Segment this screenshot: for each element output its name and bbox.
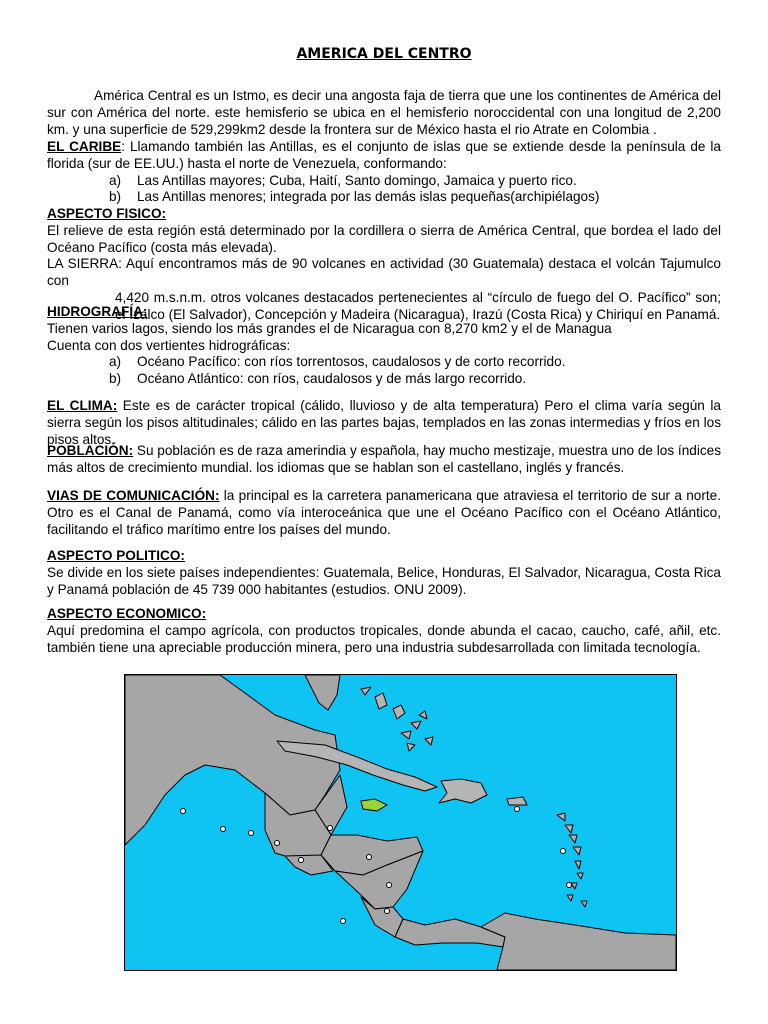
list-text: Las Antillas mayores; Cuba, Haití, Santo domingo, Jamaica y puerto rico.	[137, 172, 577, 188]
capital-marker	[515, 807, 520, 812]
bahamas-islands	[361, 687, 433, 751]
caribe-section	[47, 139, 721, 206]
intro-text: América Central es un Istmo, es decir una angosta faja de tierra que une los continentes de América del sur con América del norte. este hemisferio se ubica en el hemisferio noroccidental con una longitud de 2,200 km. y una superficie de 529,299km2 desde la frontera sur de México hasta el rio Atrate en Colombia .	[47, 88, 721, 137]
intro-paragraph	[47, 88, 721, 138]
lesser-antilles-islands	[557, 813, 587, 907]
capital-marker	[367, 855, 372, 860]
economico-text: Aquí predomina el campo agrícola, con productos tropicales, donde abunda el cacao, caucho, café, añil, etc. también tiene una apreciable producción minera, pero una industria subdesarrollada con limitada tecnología.	[47, 622, 721, 655]
hidro-section	[47, 304, 721, 388]
hidro-line1: Tienen varios lagos, siendo los más grandes el de Nicaragua con 8,270 km2 y el de Managua	[47, 320, 612, 336]
page-title: AMERICA DEL CENTRO	[296, 46, 472, 62]
sierra-rest: 4,420 m.s.n.m. otros volcanes destacados pertenecientes al “círculo de fuego del O. Pacífico” son; el Izalco (El Salvador), Concepción y Madeira (Nicaragua), Irazú (Costa Rica) y Chiriquí en Panamá.	[115, 289, 721, 322]
caribe-text: : Llamando también las Antillas, es el conjunto de islas que se extiende desde la península de la florida (sur de EE.UU.) hasta el norte de Venezuela, conformando:	[47, 139, 721, 171]
clima-section	[47, 398, 721, 448]
politico-section	[47, 548, 721, 598]
fisico-text: El relieve de esta región está determinado por la cordillera o sierra de América Central, que bordea el lado del Océano Pacífico (costa más elevada).	[47, 222, 721, 255]
capital-marker	[181, 809, 186, 814]
poblacion-section	[47, 443, 721, 477]
list-text: Las Antillas menores; integrada por las demás islas pequeñas(archipiélagos)	[137, 189, 600, 205]
economico-section	[47, 606, 721, 656]
list-item	[47, 354, 721, 371]
puerto-rico-island	[507, 797, 527, 805]
capital-marker	[561, 849, 566, 854]
capital-marker	[328, 826, 333, 831]
clima-heading: EL CLIMA:	[47, 398, 118, 413]
caribe-heading: EL CARIBE	[47, 139, 122, 154]
sierra-first-line: LA SIERRA: Aquí encontramos más de 90 volcanes en actividad (30 Guatemala) destaca el volcán Tajumulco con	[47, 256, 721, 289]
list-item	[47, 371, 721, 388]
fisico-heading: ASPECTO FISICO:	[47, 206, 167, 221]
hidro-heading: HIDROGRAFÍA:	[47, 304, 148, 319]
capital-marker	[275, 841, 280, 846]
capital-marker	[387, 883, 392, 888]
list-marker: b)	[109, 371, 122, 387]
list-item	[47, 173, 721, 190]
central-america-map	[124, 674, 677, 971]
economico-heading: ASPECTO ECONOMICO:	[47, 606, 207, 621]
list-marker: b)	[109, 189, 122, 205]
list-item	[47, 189, 721, 206]
poblacion-heading: POBLACIÓN:	[47, 443, 134, 458]
list-marker: a)	[109, 172, 122, 188]
hispaniola-island	[439, 779, 487, 803]
capital-marker	[385, 909, 390, 914]
vias-text: la principal es la carretera panamericana que atraviesa el territorio de sur a norte. Otro es el Canal de Panamá, como vía interoceánica que une el Océano Pacífico con el Océano Atlántico, facilitando el tráfico marítimo entre los países del mundo.	[47, 488, 721, 537]
list-text: Océano Pacífico: con ríos torrentosos, caudalosos y de corto recorrido.	[137, 354, 566, 370]
vias-section	[47, 488, 721, 538]
poblacion-text: Su población es de raza amerindia y española, hay mucho mestizaje, muestra uno de los índices más altos de crecimiento mundial. los idiomas que se hablan son el castellano, inglés y francés.	[47, 443, 721, 475]
list-text: Océano Atlántico: con ríos, caudalosos y de más largo recorrido.	[137, 371, 527, 387]
clima-text: Este es de carácter tropical (cálido, lluvioso y de alta temperatura) Pero el clima varía según la sierra según los pisos altitudinales; cálido en las partes bajas, templados en las zonas intermedias y fríos en los pisos altos.	[47, 398, 721, 447]
south-america-landmass	[481, 913, 676, 970]
jamaica-island	[361, 799, 387, 811]
capital-marker	[221, 827, 226, 832]
map-image	[125, 675, 676, 970]
florida-landmass	[305, 675, 340, 710]
vias-heading: VIAS DE COMUNICACIÓN:	[47, 488, 220, 503]
capital-marker	[341, 919, 346, 924]
politico-heading: ASPECTO POLITICO:	[47, 548, 185, 563]
capital-marker	[567, 883, 572, 888]
capital-marker	[249, 831, 254, 836]
hidro-line2: Cuenta con dos vertientes hidrográficas:	[47, 337, 291, 353]
list-marker: a)	[109, 354, 122, 370]
politico-text: Se divide en los siete países independientes: Guatemala, Belice, Honduras, El Salvador, Nicaragua, Costa Rica y Panamá población de 45 739 000 habitantes (estudios. ONU 2009).	[47, 564, 721, 597]
capital-marker	[299, 858, 304, 863]
